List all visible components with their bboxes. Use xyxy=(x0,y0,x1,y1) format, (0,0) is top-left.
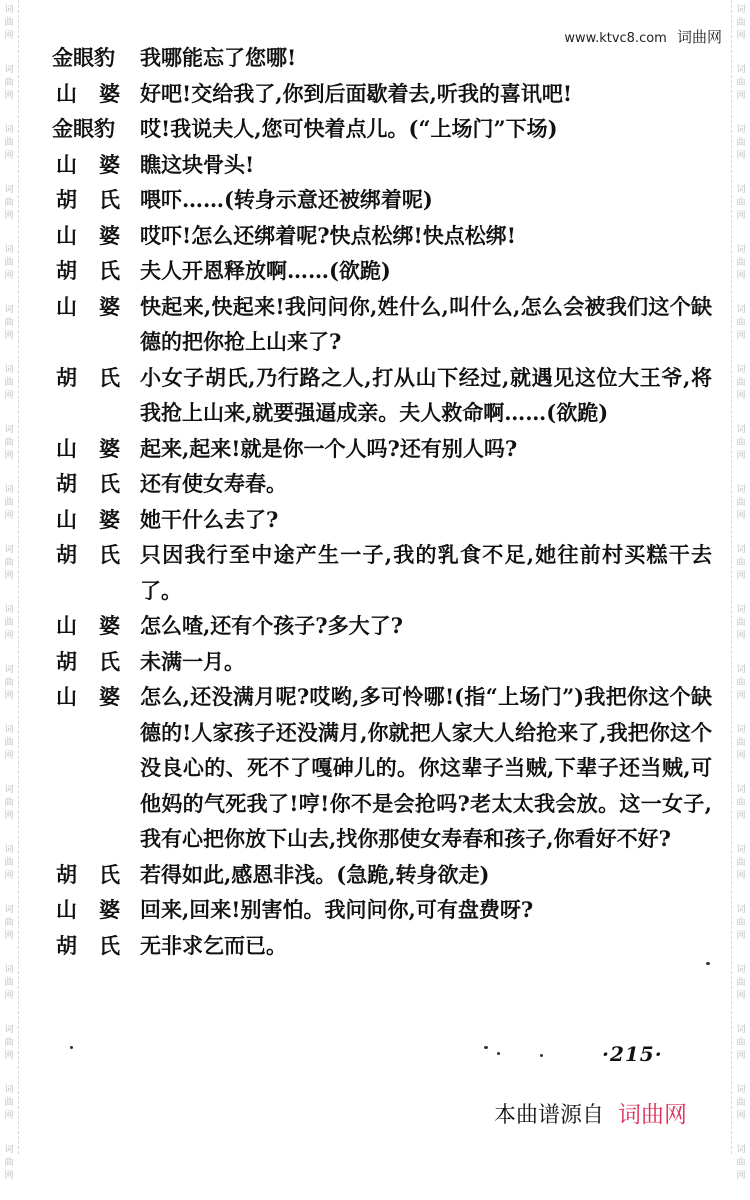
speaker-name: 胡 氏 xyxy=(56,258,120,283)
side-watermark xyxy=(732,840,750,900)
side-watermark-char: 词 xyxy=(4,965,14,975)
side-watermark xyxy=(732,1080,750,1140)
side-watermark-char: 网 xyxy=(4,811,14,821)
side-watermark-char: 曲 xyxy=(4,1038,14,1048)
side-watermark xyxy=(732,900,750,960)
side-watermark xyxy=(0,420,18,480)
side-watermark-char: 网 xyxy=(4,511,14,521)
side-watermark-char: 词 xyxy=(4,485,14,495)
side-watermark xyxy=(0,60,18,120)
speech-text: 无非求乞而已。 xyxy=(140,932,287,958)
dialogue-line xyxy=(52,892,712,928)
side-watermark-char: 网 xyxy=(4,271,14,281)
side-watermark-char: 曲 xyxy=(4,18,14,28)
side-watermark-char: 词 xyxy=(736,245,746,255)
side-watermark xyxy=(0,300,18,360)
side-watermark-char: 网 xyxy=(4,391,14,401)
speaker-name: 山 婆 xyxy=(56,435,120,461)
print-speck xyxy=(497,1052,500,1055)
dialogue-line xyxy=(52,608,712,644)
side-watermark xyxy=(732,480,750,540)
side-watermark xyxy=(0,600,18,660)
side-watermark-char: 网 xyxy=(4,31,14,41)
side-watermark xyxy=(732,420,750,480)
dialogue-line xyxy=(52,537,712,608)
side-watermark-char: 网 xyxy=(736,1051,746,1061)
speech-text: 只因我行至中途产生一子,我的乳食不足,她往前村买糕干去了。 xyxy=(140,542,712,603)
side-watermark xyxy=(732,0,750,60)
side-watermark-char: 曲 xyxy=(4,318,14,328)
side-watermark xyxy=(0,540,18,600)
speaker-name: 山 婆 xyxy=(56,897,120,922)
side-watermark-char: 词 xyxy=(736,185,746,195)
side-watermark-char: 词 xyxy=(736,305,746,315)
side-watermark xyxy=(732,180,750,240)
side-watermark-char: 曲 xyxy=(4,978,14,988)
speech-text: 夫人开恩释放啊……(欲跪) xyxy=(140,258,391,283)
side-watermark-char: 曲 xyxy=(736,138,746,148)
side-watermark-char: 网 xyxy=(4,871,14,881)
side-watermark-char: 网 xyxy=(736,691,746,701)
side-watermark xyxy=(732,360,750,420)
side-watermark xyxy=(732,1140,750,1200)
side-watermark-char: 词 xyxy=(4,725,14,735)
side-watermark-char: 网 xyxy=(736,151,746,161)
side-watermark-char: 网 xyxy=(4,991,14,1001)
side-watermark-char: 网 xyxy=(736,271,746,281)
side-watermark-char: 曲 xyxy=(736,918,746,928)
side-watermark xyxy=(0,660,18,720)
side-watermark-char: 曲 xyxy=(736,618,746,628)
side-watermark-char: 词 xyxy=(736,425,746,435)
speech-text: 我哪能忘了您哪! xyxy=(140,45,297,70)
dialogue-line xyxy=(52,218,712,254)
speech-text: 起来,起来!就是你一个人吗?还有别人吗? xyxy=(140,435,518,461)
site-url[interactable]: www.ktvc8.com xyxy=(564,31,667,46)
side-watermark-char: 曲 xyxy=(4,678,14,688)
side-watermark-char: 词 xyxy=(736,545,746,555)
side-watermark-char: 词 xyxy=(736,965,746,975)
side-watermark-char: 网 xyxy=(4,691,14,701)
side-watermark-char: 词 xyxy=(736,785,746,795)
side-watermark-char: 词 xyxy=(4,365,14,375)
side-watermark-char: 网 xyxy=(736,571,746,581)
dialogue-line xyxy=(52,431,712,467)
side-watermark-char: 网 xyxy=(736,331,746,341)
right-watermark-strip xyxy=(731,0,750,1181)
side-watermark-char: 词 xyxy=(4,245,14,255)
side-watermark-char: 曲 xyxy=(4,198,14,208)
speaker-name: 胡 氏 xyxy=(56,364,120,390)
side-watermark-char: 曲 xyxy=(736,378,746,388)
side-watermark-char: 词 xyxy=(4,785,14,795)
side-watermark-char: 曲 xyxy=(4,1098,14,1108)
side-watermark-char: 词 xyxy=(736,725,746,735)
side-watermark xyxy=(732,660,750,720)
side-watermark-char: 网 xyxy=(4,331,14,341)
side-watermark-char: 曲 xyxy=(736,738,746,748)
side-watermark xyxy=(0,1020,18,1080)
print-speck xyxy=(70,1046,73,1049)
side-watermark-char: 网 xyxy=(4,211,14,221)
side-watermark xyxy=(0,180,18,240)
side-watermark-char: 词 xyxy=(4,185,14,195)
speech-text: 快起来,快起来!我问问你,姓什么,叫什么,怎么会被我们这个缺德的把你抢上山来了? xyxy=(140,293,712,354)
speaker-name: 山 婆 xyxy=(56,684,120,709)
side-watermark-char: 曲 xyxy=(4,378,14,388)
side-watermark-char: 曲 xyxy=(4,798,14,808)
side-watermark-char: 词 xyxy=(4,125,14,135)
speech-text: 哎吓!怎么还绑着呢?快点松绑!快点松绑! xyxy=(140,222,516,248)
speaker-name: 金眼豹 xyxy=(52,45,115,70)
side-watermark-char: 词 xyxy=(736,125,746,135)
speaker-name: 胡 氏 xyxy=(56,861,120,887)
side-watermark xyxy=(0,1080,18,1140)
side-watermark-char: 网 xyxy=(736,391,746,401)
side-watermark-char: 曲 xyxy=(4,1158,14,1168)
site-brand[interactable]: 词曲网 xyxy=(676,28,722,46)
side-watermark-char: 曲 xyxy=(4,498,14,508)
side-watermark-char: 词 xyxy=(4,665,14,675)
side-watermark xyxy=(732,60,750,120)
side-watermark-char: 曲 xyxy=(736,498,746,508)
dialogue-line xyxy=(52,289,712,360)
page-number: ·215· xyxy=(602,1042,663,1066)
side-watermark-char: 曲 xyxy=(4,738,14,748)
side-watermark xyxy=(732,780,750,840)
side-watermark-char: 曲 xyxy=(736,1038,746,1048)
side-watermark xyxy=(0,840,18,900)
side-watermark-char: 网 xyxy=(736,1111,746,1121)
speaker-name: 胡 氏 xyxy=(56,542,120,567)
print-speck xyxy=(540,1054,543,1057)
side-watermark-char: 曲 xyxy=(736,978,746,988)
speech-text: 瞧这块骨头! xyxy=(140,151,255,177)
speaker-name: 山 婆 xyxy=(56,506,120,532)
side-watermark-char: 网 xyxy=(736,931,746,941)
side-watermark xyxy=(732,960,750,1020)
side-watermark-char: 网 xyxy=(4,571,14,581)
side-watermark-char: 词 xyxy=(736,1085,746,1095)
side-watermark-char: 曲 xyxy=(736,1158,746,1168)
speech-text: 若得如此,感恩非浅。(急跪,转身欲走) xyxy=(140,861,490,887)
side-watermark-char: 曲 xyxy=(736,318,746,328)
print-speck xyxy=(484,1046,488,1049)
dialogue-line xyxy=(52,644,712,680)
side-watermark-char: 词 xyxy=(4,605,14,615)
source-watermark[interactable] xyxy=(494,1096,687,1129)
script-dialogue xyxy=(52,40,712,963)
side-watermark-char: 网 xyxy=(4,1111,14,1121)
side-watermark-char: 网 xyxy=(736,211,746,221)
dialogue-line xyxy=(52,466,712,502)
side-watermark xyxy=(0,1140,18,1200)
speaker-name: 山 婆 xyxy=(56,222,120,248)
side-watermark xyxy=(732,300,750,360)
dialogue-line xyxy=(52,147,712,183)
speaker-name: 金眼豹 xyxy=(52,116,115,141)
side-watermark-char: 网 xyxy=(4,1171,14,1181)
side-watermark-char: 词 xyxy=(4,425,14,435)
side-watermark-char: 网 xyxy=(736,811,746,821)
side-watermark-char: 词 xyxy=(4,545,14,555)
side-watermark-char: 曲 xyxy=(4,78,14,88)
dialogue-line xyxy=(52,360,712,431)
side-watermark xyxy=(0,120,18,180)
side-watermark-char: 网 xyxy=(736,451,746,461)
side-watermark-char: 词 xyxy=(4,905,14,915)
side-watermark-char: 曲 xyxy=(736,198,746,208)
side-watermark-char: 曲 xyxy=(4,618,14,628)
side-watermark xyxy=(0,780,18,840)
side-watermark-char: 网 xyxy=(736,751,746,761)
side-watermark-char: 词 xyxy=(4,1145,14,1155)
side-watermark xyxy=(732,120,750,180)
speech-text: 还有使女寿春。 xyxy=(140,471,287,496)
side-watermark xyxy=(0,0,18,60)
speech-text: 怎么喳,还有个孩子?多大了? xyxy=(140,613,403,638)
speaker-name: 胡 氏 xyxy=(56,648,120,674)
side-watermark xyxy=(732,540,750,600)
side-watermark-char: 网 xyxy=(736,91,746,101)
side-watermark-char: 网 xyxy=(736,511,746,521)
speech-text: 她干什么去了? xyxy=(140,506,279,532)
dialogue-line xyxy=(52,928,712,964)
side-watermark xyxy=(0,360,18,420)
speaker-name: 山 婆 xyxy=(56,613,120,638)
side-watermark-char: 词 xyxy=(736,5,746,15)
side-watermark-char: 词 xyxy=(736,905,746,915)
dialogue-line xyxy=(52,111,712,147)
side-watermark-char: 词 xyxy=(736,365,746,375)
speech-text: 哎!我说夫人,您可快着点儿。(“上场门”下场) xyxy=(140,116,558,141)
side-watermark-char: 词 xyxy=(4,5,14,15)
dialogue-line xyxy=(52,182,712,218)
speech-text: 回来,回来!别害怕。我问问你,可有盘费呀? xyxy=(140,897,534,922)
source-label: 本曲谱源自 xyxy=(494,1103,605,1128)
side-watermark-char: 曲 xyxy=(736,438,746,448)
dialogue-line xyxy=(52,76,712,112)
side-watermark-char: 网 xyxy=(736,991,746,1001)
side-watermark-char: 词 xyxy=(4,305,14,315)
side-watermark-char: 曲 xyxy=(736,1098,746,1108)
dialogue-line xyxy=(52,40,712,76)
speech-text: 小女子胡氏,乃行路之人,打从山下经过,就遇见这位大王爷,将我抢上山来,就要强逼成亲。夫人救命啊……(欲跪) xyxy=(140,364,712,425)
side-watermark-char: 曲 xyxy=(736,258,746,268)
side-watermark-char: 网 xyxy=(4,151,14,161)
side-watermark xyxy=(732,240,750,300)
side-watermark-char: 词 xyxy=(736,1025,746,1035)
speaker-name: 山 婆 xyxy=(56,80,120,106)
side-watermark-char: 曲 xyxy=(4,558,14,568)
side-watermark-char: 网 xyxy=(736,1171,746,1181)
side-watermark-char: 词 xyxy=(4,1085,14,1095)
speech-text: 怎么,还没满月呢?哎哟,多可怜哪!(指“上场门”)我把你这个缺德的!人家孩子还没满月,你就把人家大人给抢来了,我把你这个没良心的、死不了嘎砷儿的。你这辈子当贼,下辈子还当贼,可他妈的气死我了!哼!你不是会抢吗?老太太我会放。这一女子,我有心把你放下山去,找你那使女寿春和孩子,你看好不好? xyxy=(140,684,712,851)
side-watermark-char: 网 xyxy=(4,1051,14,1061)
side-watermark xyxy=(0,240,18,300)
speaker-name: 胡 氏 xyxy=(56,471,120,496)
side-watermark-char: 网 xyxy=(736,871,746,881)
side-watermark-char: 曲 xyxy=(736,558,746,568)
dialogue-line xyxy=(52,253,712,289)
side-watermark-char: 曲 xyxy=(736,18,746,28)
side-watermark-char: 词 xyxy=(4,65,14,75)
speaker-name: 胡 氏 xyxy=(56,932,120,958)
side-watermark-char: 曲 xyxy=(4,258,14,268)
side-watermark xyxy=(0,480,18,540)
print-speck xyxy=(706,962,710,965)
speech-text: 喂吓……(转身示意还被绑着呢) xyxy=(140,187,433,212)
dialogue-line xyxy=(52,502,712,538)
side-watermark-char: 网 xyxy=(4,751,14,761)
side-watermark-char: 曲 xyxy=(736,858,746,868)
side-watermark-char: 网 xyxy=(736,31,746,41)
side-watermark xyxy=(0,960,18,1020)
side-watermark-char: 词 xyxy=(736,65,746,75)
side-watermark xyxy=(732,600,750,660)
side-watermark-char: 词 xyxy=(736,605,746,615)
side-watermark xyxy=(0,900,18,960)
left-watermark-strip xyxy=(0,0,19,1181)
side-watermark-char: 词 xyxy=(4,1025,14,1035)
side-watermark-char: 曲 xyxy=(736,78,746,88)
side-watermark-char: 曲 xyxy=(4,918,14,928)
dialogue-line xyxy=(52,679,712,857)
source-brand[interactable]: 词曲网 xyxy=(618,1102,688,1128)
speaker-name: 胡 氏 xyxy=(56,187,120,212)
side-watermark-char: 曲 xyxy=(4,438,14,448)
side-watermark-char: 词 xyxy=(736,845,746,855)
side-watermark-char: 词 xyxy=(736,665,746,675)
side-watermark-char: 词 xyxy=(736,1145,746,1155)
side-watermark-char: 网 xyxy=(4,91,14,101)
side-watermark-char: 网 xyxy=(736,631,746,641)
side-watermark-char: 网 xyxy=(4,631,14,641)
speaker-name: 山 婆 xyxy=(56,151,120,177)
speech-text: 好吧!交给我了,你到后面歇着去,听我的喜讯吧! xyxy=(140,80,573,106)
side-watermark-char: 曲 xyxy=(4,858,14,868)
side-watermark xyxy=(0,720,18,780)
side-watermark xyxy=(732,720,750,780)
side-watermark-char: 网 xyxy=(4,931,14,941)
side-watermark-char: 词 xyxy=(736,485,746,495)
speaker-name: 山 婆 xyxy=(56,293,120,319)
dialogue-line xyxy=(52,857,712,893)
side-watermark-char: 网 xyxy=(4,451,14,461)
side-watermark-char: 曲 xyxy=(4,138,14,148)
side-watermark xyxy=(732,1020,750,1080)
side-watermark-char: 曲 xyxy=(736,798,746,808)
side-watermark-char: 词 xyxy=(4,845,14,855)
speech-text: 未满一月。 xyxy=(140,648,245,674)
side-watermark-char: 曲 xyxy=(736,678,746,688)
